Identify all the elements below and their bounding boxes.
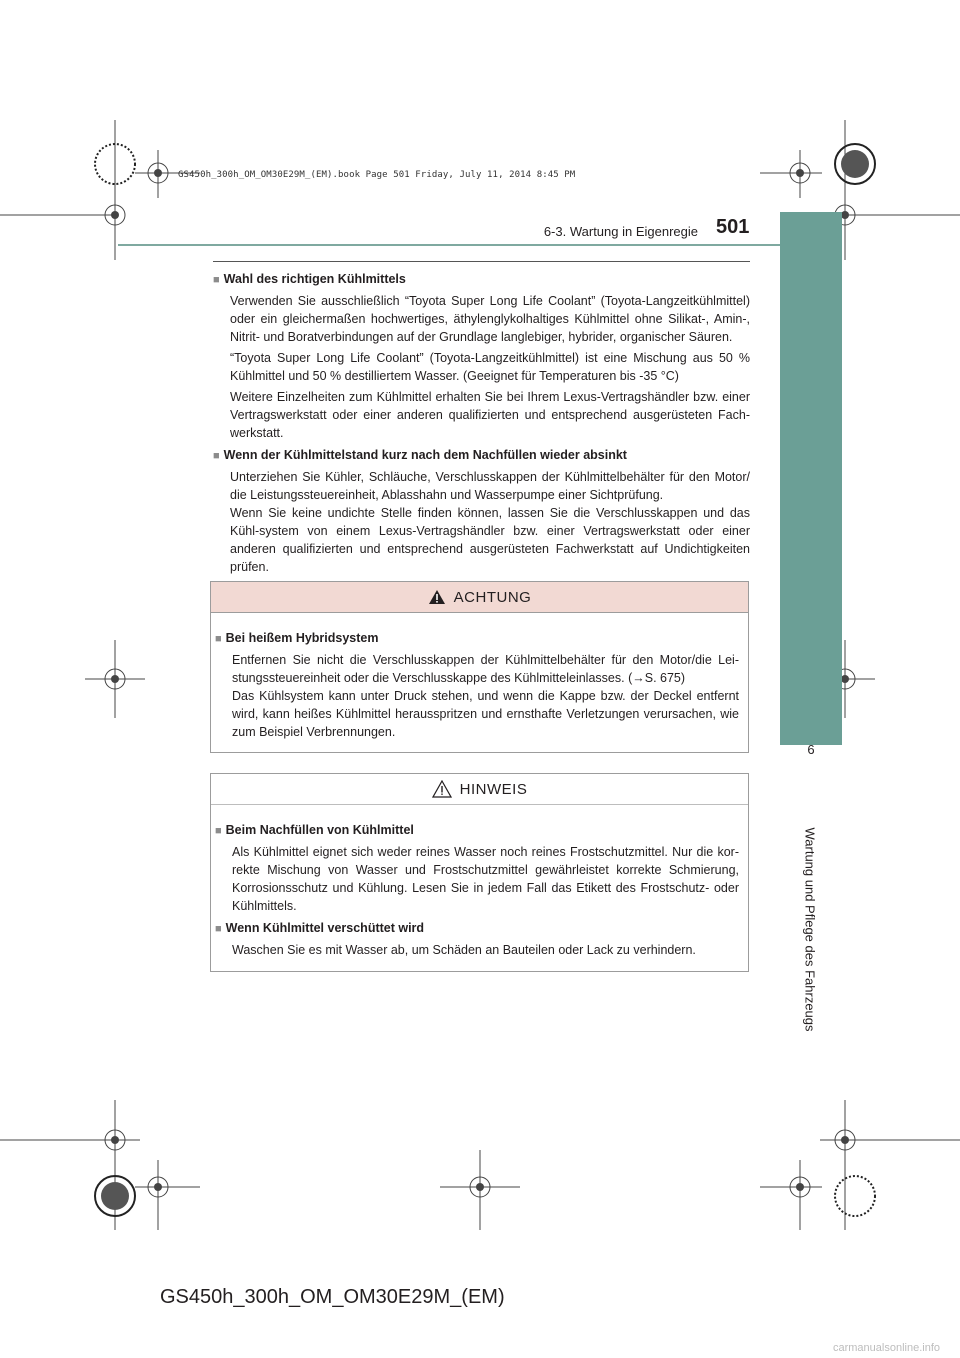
paragraph: Als Kühlmittel eignet sich weder reines Wasser noch reines Frostschutzmittel. Nur die kor-rekte Mischung von Wasser und Frostschutzmittel gewährleistet korrekte Schmierung, Korrosionsschutz und Kühlung. Lesen Sie in jedem Fall das Etikett des Frostschutz- oder Kühlmittels. [232, 845, 739, 913]
header-rule [118, 244, 780, 246]
warning-header [211, 582, 748, 613]
warning-title: ACHTUNG [453, 588, 532, 606]
notice-heading: ■ Beim Nachfüllen von Kühlmittel [215, 823, 414, 837]
page-number: 501 [716, 216, 750, 238]
paragraph: Wenn Sie keine undichte Stelle finden können, lassen Sie die Verschlusskappen und das Kühl-system von einem Lexus-Vertragshändler bzw. einer Vertragswerkstatt oder einer anderen qualifizierten und entsprechend ausgerüsteten Fachwerkstatt auf Undichtigkeiten prüfen. [230, 506, 750, 574]
paragraph: Das Kühlsystem kann unter Druck stehen, und wenn die Kappe bzw. der Deckel entfernt wird, kann heißes Kühlmittel herausspritzen und ernsthafte Verletzungen verursachen, wie zum Beispiel Verbrennungen. [232, 689, 739, 739]
paragraph: Waschen Sie es mit Wasser ab, um Schäden an Bauteilen oder Lack zu verhindern. [232, 943, 696, 957]
section-heading: ■ Wenn der Kühlmittelstand kurz nach dem Nachfüllen wieder absinkt [213, 448, 627, 462]
notice-box [210, 773, 749, 972]
warning-heading: ■ Bei heißem Hybridsystem [215, 631, 379, 645]
notice-heading: ■ Wenn Kühlmittel verschüttet wird [215, 921, 425, 935]
section-heading: ■ Wahl des richtigen Kühlmittels [213, 272, 406, 286]
print-header: GS450h_300h_OM_OM30E29M_(EM).book Page 501 Friday, July 11, 2014 8:45 PM [178, 170, 576, 180]
chapter-number: 6 [807, 742, 815, 757]
warning-box [210, 581, 749, 753]
footer-document-code: GS450h_300h_OM_OM30E29M_(EM) [160, 1286, 505, 1308]
section-title: 6-3. Wartung in Eigenregie [543, 224, 698, 239]
notice-header [211, 774, 748, 805]
watermark: carmanualsonline.info [832, 1342, 940, 1354]
paragraph: Entfernen Sie nicht die Verschlusskappen der Kühlmittelbehälter für den Motor/die Lei-stungssteuereinheit oder die Verschlusskappe des Kühlmitteleinlasses. (→S. 675) [232, 653, 739, 685]
main-content [213, 266, 750, 576]
notice-title: HINWEIS [459, 780, 528, 798]
caution-triangle-icon [432, 780, 452, 798]
paragraph: Verwenden Sie ausschließlich “Toyota Super Long Life Coolant” (Toyota-Langzeitkühlmittel) oder ein gleichermaßen hochwertiges, äthylenglykolhaltiges Kühlmittel ohne Silikat-, Amin-, Nitrit- und Boratverbindungen auf der Grundlage langlebiger, hybrider, organischer Säuren. [230, 294, 750, 344]
chapter-tab [780, 212, 842, 745]
paragraph: “Toyota Super Long Life Coolant” (Toyota-Langzeitkühlmittel) ist eine Mischung aus 50 % Kühlmittel und 50 % destilliertem Wasser. (Geeignet für Temperaturen bis -35 °C) [230, 351, 750, 383]
warning-triangle-icon [428, 589, 446, 605]
paragraph: Weitere Einzelheiten zum Kühlmittel erhalten Sie bei Ihrem Lexus-Vertragshändler bzw. einer Vertragswerkstatt oder einer anderen qualifizierten und entsprechend ausgerüsteten Fach-werkstatt. [230, 390, 750, 440]
content-top-rule [213, 261, 750, 262]
paragraph: Unterziehen Sie Kühler, Schläuche, Verschlusskappen der Kühlmittelbehälter für den Motor/ die Leistungssteuereinheit, Ablasshahn und Wasserpumpe einer Sichtprüfung. [230, 470, 750, 502]
